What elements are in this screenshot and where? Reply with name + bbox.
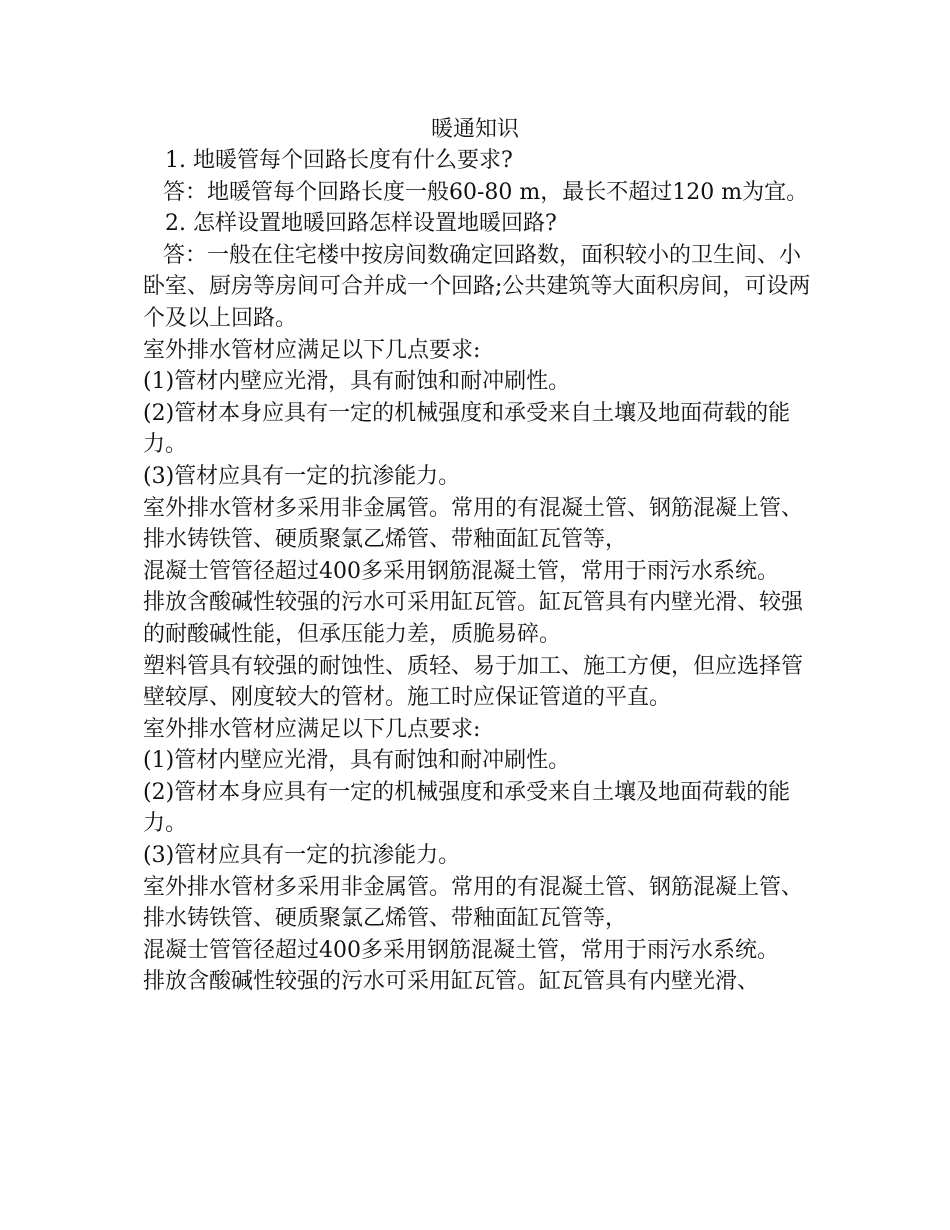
document-title: 暖通知识 [430, 117, 519, 142]
paragraph: 室外排水管材多采用非金属管。常用的有混凝土管、钢筋混凝上管、排水铸铁管、硬质聚氯乙烯管、带釉面缸瓦管等， [143, 874, 804, 932]
paragraph: 混凝士管管径超过400多采用钢筋混凝土管，常用于雨污水系统。 [143, 558, 779, 584]
paragraph: 排放含酸碱性较强的污水可采用缸瓦管。缸瓦管具有内壁光滑、较强的耐酸碱性能，但承压能力差，质脆易碎。 [143, 590, 804, 647]
paragraph: (2)管材本身应具有一定的机械强度和承受来自土壤及地面荷载的能力。 [143, 779, 791, 837]
paragraph: 2. 怎样设置地暖回路怎样设置地暖回路? [165, 211, 557, 237]
paragraph: 室外排水管材应满足以下几点要求: [143, 716, 481, 742]
paragraph: (1)管材内壁应光滑，具有耐蚀和耐冲刷性。 [143, 369, 571, 395]
paragraph: (2)管材本身应具有一定的机械强度和承受来自土壤及地面荷载的能力。 [143, 400, 791, 458]
paragraph: 排放含酸碱性较强的污水可采用缸瓦管。缸瓦管具有内壁光滑、 [143, 969, 760, 995]
paragraph: 1. 地暖管每个回路长度有什么要求? [165, 148, 513, 173]
paragraph: 室外排水管材应满足以下几点要求: [143, 337, 481, 363]
paragraph: 室外排水管材多采用非金属管。常用的有混凝土管、钢筋混凝上管、排水铸铁管、硬质聚氯乙烯管、带釉面缸瓦管等， [143, 495, 804, 553]
paragraph: 塑料管具有较强的耐蚀性、质轻、易于加工、施工方便，但应选择管壁较厚、刚度较大的管材。施工时应保证管道的平直。 [143, 653, 804, 711]
paragraph: (3)管材应具有一定的抗渗能力。 [143, 463, 461, 489]
paragraph: (1)管材内壁应光滑，具有耐蚀和耐冲刷性。 [143, 748, 571, 774]
paragraph: 答：一般在住宅楼中按房间数确定回路数，面积较小的卫生间、小卧室、厨房等房间可合并成一个回路;公共建筑等大面积房间，可设两个及以上回路。 [143, 242, 811, 331]
document-body [143, 145, 811, 998]
paragraph: 答：地暖管每个回路长度一般60-80 m，最长不超过120 m为宜。 [163, 179, 809, 205]
paragraph: (3)管材应具有一定的抗渗能力。 [143, 843, 461, 869]
paragraph: 混凝士管管径超过400多采用钢筋混凝土管，常用于雨污水系统。 [143, 937, 779, 963]
